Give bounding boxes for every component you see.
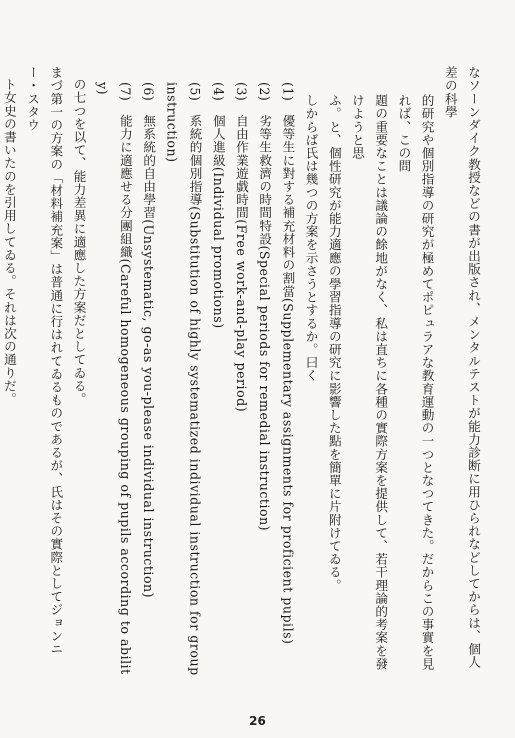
vertical-text-body	[0, 66, 485, 676]
paragraph-1-line-4: ふ。と、個性研究が能力適應の學習指導の研究に影響した點を簡單に片附けてゐる。	[326, 94, 342, 592]
paragraph-2-line-3: ト女史の書いたのを引用してゐる。それは次の通りだ。	[1, 78, 17, 406]
paragraph-1-line-3: 題の重要なことは議論の餘地がなく、私は直ちに各種の實際方案を提供して、若干理論的考案を發けようと思	[349, 94, 389, 671]
list-item-2: (2) 劣等生救濟の時間特設(Special periods for remedial instruction)	[257, 82, 273, 532]
paragraph-1-line-1: なソーンダイク教授などの書が出版され、メンタルテストが能力診断に用ひられなどしてからは、個人差の科學	[442, 66, 481, 669]
list-item-1: (1) 優等生に對する補充材料の割當(Supplementary assignments for proficient pupils)	[280, 82, 296, 645]
list-item-3: (3) 自由作業遊戯時間(Free work-and-play period)	[233, 82, 249, 413]
paragraph-2-line-2: まづ第一の方案の「材料補充案」は普通に行はれてゐるものであるが、氏はその實際としてジョンニー・スタウ	[25, 66, 64, 656]
list-item-5: (5) 系統的個別指導(Substitution of highly systematized individual instruction for group instruction)	[164, 82, 203, 676]
list-item-4: (4) 個人進級(Individual promotions)	[210, 82, 226, 329]
paragraph-1-line-2: 的研究や個別指導の研究が極めてポピュラアな教育運動の一つとなつてきた。だからこの事實を見れば、この問	[396, 94, 435, 671]
paragraph-1-line-5: しからば氏は幾つの方案を示さうとするか。曰く	[303, 94, 319, 383]
paragraph-2-line-1: の七つを以て、能力差異に適應した方案だとしてゐる。	[71, 78, 87, 406]
list-item-6: (6) 無系統的自由學習(Unsystematic, go-as you-please individual instruction)	[141, 82, 157, 599]
page-number: 26	[249, 714, 266, 728]
list-item-7: (7) 能力に適應せる分團組織(Careful homogeneous grouping of pupils according to ability)	[94, 82, 133, 675]
